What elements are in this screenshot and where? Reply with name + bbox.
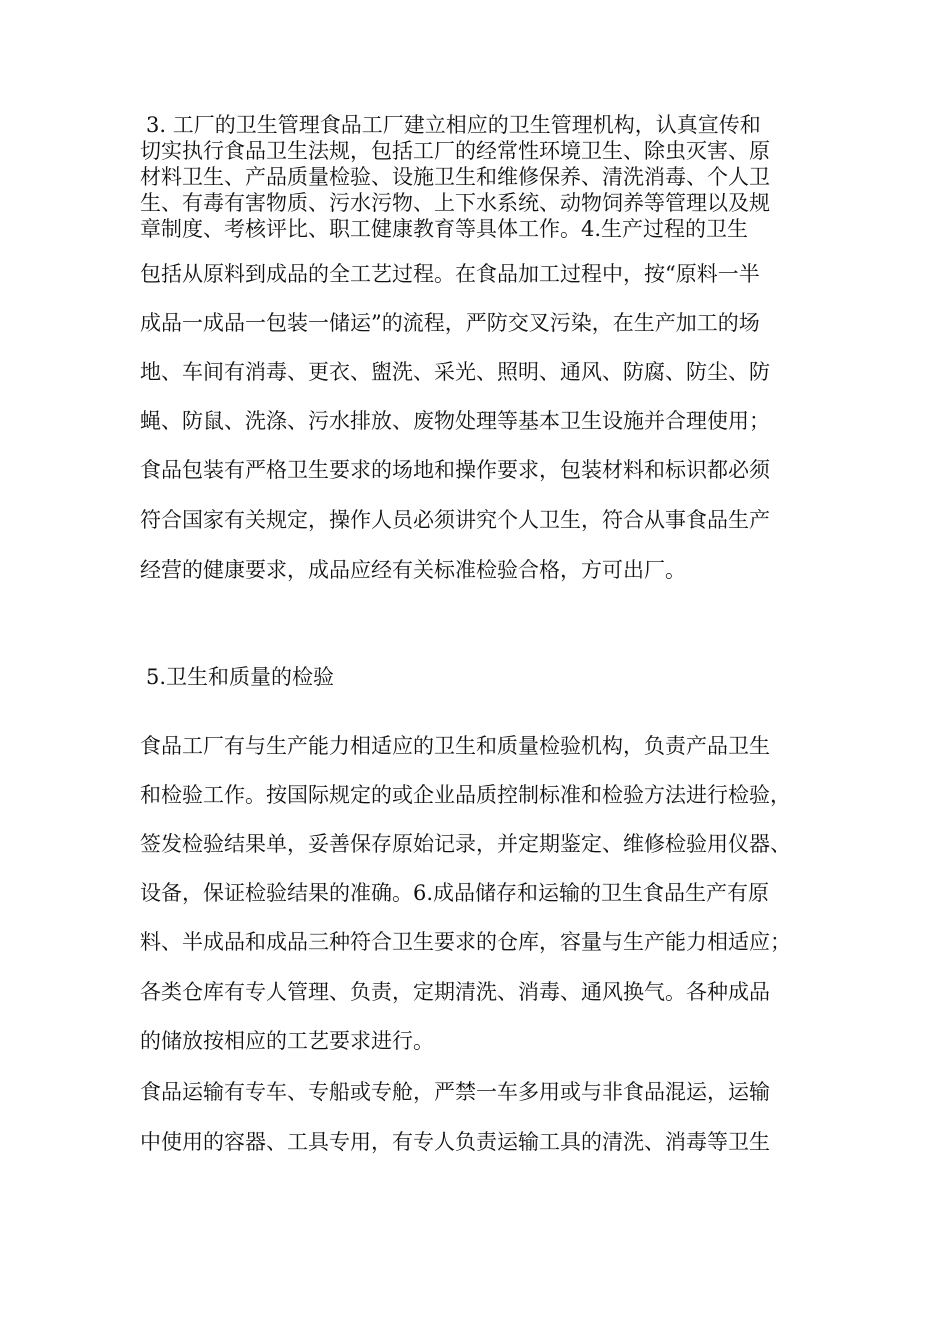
paragraph-1-line-1: 3. 工厂的卫生管理食品工厂建立相应的卫生管理机构，认真宣传和	[146, 113, 761, 137]
paragraph-1-line-4: 生、有毒有害物质、污水污物、上下水系统、动物饲养等管理以及规	[140, 191, 770, 215]
paragraph-3-line-6: 各类仓库有专人管理、负责，定期清洗、消毒、通风换气。各种成品	[140, 980, 770, 1004]
paragraph-3-line-2: 和检验工作。按国际规定的或企业品质控制标准和检验方法进行检验，	[140, 783, 791, 807]
paragraph-3-line-1: 食品工厂有与生产能力相适应的卫生和质量检验机构，负责产品卫生	[140, 734, 770, 758]
paragraph-1-line-2: 切实执行食品卫生法规，包括工厂的经常性环境卫生、除虫灭害、原	[140, 139, 770, 163]
paragraph-1-line-5: 章制度、考核评比、职工健康教育等具体工作。4.生产过程的卫生	[140, 217, 749, 241]
paragraph-4-line-2: 中使用的容器、工具专用，有专人负责运输工具的清洗、消毒等卫生	[140, 1130, 770, 1154]
paragraph-2-line-5: 食品包装有严格卫生要求的场地和操作要求，包装材料和标识都必须	[140, 458, 770, 482]
paragraph-2-line-7: 经营的健康要求，成品应经有关标准检验合格，方可出厂。	[140, 558, 686, 582]
paragraph-4-line-1: 食品运输有专车、专船或专舱，严禁一车多用或与非食品混运，运输	[140, 1080, 770, 1104]
paragraph-3-line-7: 的储放按相应的工艺要求进行。	[140, 1029, 434, 1053]
paragraph-1-line-3: 材料卫生、产品质量检验、设施卫生和维修保养、清洗消毒、个人卫	[140, 165, 770, 189]
paragraph-2-line-6: 符合国家有关规定，操作人员必须讲究个人卫生，符合从事食品生产	[140, 508, 770, 532]
paragraph-3-line-4: 设备，保证检验结果的准确。6.成品储存和运输的卫生食品生产有原	[140, 881, 770, 905]
section-heading-5: 5.卫生和质量的检验	[146, 665, 335, 689]
paragraph-2-line-4: 蝇、防鼠、洗涤、污水排放、废物处理等基本卫生设施并合理使用；	[140, 409, 770, 433]
paragraph-3-line-3: 签发检验结果单，妥善保存原始记录，并定期鉴定、维修检验用仪器、	[140, 832, 791, 856]
paragraph-2-line-3: 地、车间有消毒、更衣、盥洗、采光、照明、通风、防腐、防尘、防	[140, 360, 770, 384]
paragraph-2-line-1: 包括从原料到成品的全工艺过程。在食品加工过程中，按“原料一半	[140, 262, 760, 286]
paragraph-2-line-2: 成品一成品一包装一储运”的流程，严防交叉污染，在生产加工的场	[140, 311, 760, 335]
paragraph-3-line-5: 料、半成品和成品三种符合卫生要求的仓库，容量与生产能力相适应；	[140, 930, 791, 954]
